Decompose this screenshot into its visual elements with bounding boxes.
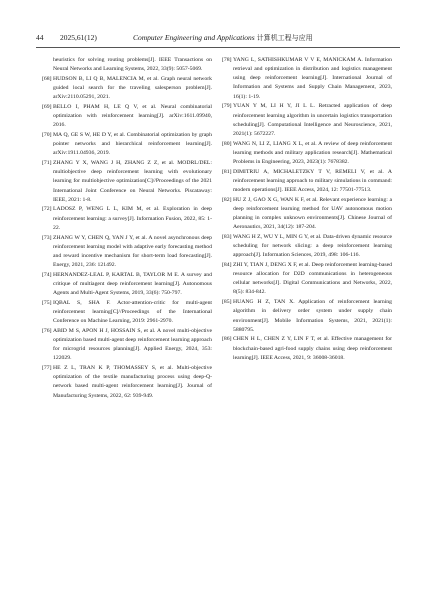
reference-number: [82]: [222, 196, 232, 203]
reference-number: [79]: [222, 103, 232, 110]
reference-entry-77: [42, 364, 212, 401]
reference-entry-86: [222, 335, 392, 362]
reference-entry-80: [222, 140, 392, 167]
reference-entry-continued: [42, 56, 212, 74]
reference-text: HUANG H Z, TAN X. Application of reinforcement learning algorithm in delivery order system under supply chain environment[J]. Mobile Information Systems, 2021, 2021(1): 5880795.: [233, 299, 392, 333]
reference-entry-73: [42, 234, 212, 271]
reference-entry-69: [42, 103, 212, 130]
left-column: [42, 56, 212, 401]
reference-text: LADOSZ P, WENG L L, KIM M, et al. Exploration in deep reinforcement learning: a survey[J]. Information Fusion, 2022, 85: 1-22.: [53, 206, 212, 231]
reference-text: IQBAL S, SHA F. Actor-attention-critic for multi-agent reinforcement learning[C]//Proceedings of the International Conference on Machine Learning, 2019: 2961-2970.: [53, 299, 212, 325]
reference-text: HERNANDEZ-LEAL P, KARTAL B, TAYLOR M E. A survey and critique of multiagent deep reinforcement learning[J]. Autonomous Agents and Multi-Agent Systems, 2019, 33(6): 750-797.: [53, 271, 212, 297]
page-number: 44: [36, 33, 44, 42]
reference-entry-82: [222, 196, 392, 233]
reference-text: ZHI Y, TIAN J, DENG X F, et al. Deep reinforcement learning-based resource allocation for D2D communications in heterogeneous cellular networks[J]. Digital Communications and Networks, 2022, 8(5): 834-842.: [233, 262, 392, 296]
reference-text: WANG H Z, WU Y L, MIN G Y, et al. Data-driven dynamic resource scheduling for network slicing: a deep reinforcement learning approach[J]. Information Sciences, 2019, 498: 106-116.: [233, 233, 392, 259]
reference-text: HE Z L, TRAN K P, THOMASSEY S, et al. Multi-objective optimization of the textile manufacturing process using deep-Q-network based multi-agent reinforcement learning[J]. Journal of Manufacturing Systems, 2022, 62: 939-949.: [53, 365, 212, 399]
reference-number: [70]: [42, 132, 52, 139]
reference-number: [74]: [42, 271, 52, 278]
reference-entry-71: [42, 159, 212, 205]
reference-number: [71]: [42, 160, 52, 167]
reference-number: [84]: [222, 262, 232, 268]
journal-title-en: Computer Engineering and Applications: [133, 33, 255, 42]
volume-issue: 2025,61(12): [60, 33, 97, 42]
reference-entry-81: [222, 168, 392, 195]
reference-entry-72: [42, 205, 212, 232]
journal-title: [133, 31, 313, 45]
reference-text: CHEN H L, CHEN Z Y, LIN F T, et al. Effective management for blockchain-based agri-food supply chains using deep reinforcement learning[J]. IEEE Access, 2021, 9: 36008-36018.: [233, 336, 392, 361]
reference-text: WANG N, LI Z, LIANG X L, et al. A review of deep reinforcement learning methods and military application research[J]. Mathematical Problems in Engineering, 2023, 2023(1): 7678382.: [233, 140, 392, 165]
reference-number: [75]: [42, 299, 52, 306]
reference-entry-70: [42, 131, 212, 158]
reference-entry-83: [222, 233, 392, 260]
reference-number: [80]: [222, 140, 232, 147]
reference-text: ZHANG Y X, WANG J H, ZHANG Z Z, et al. MODRL/DEL: multiobjective deep reinforcement learning with evolutionary learning for multiobjective optimization[C]//Proceedings of the 2021 International Joint Conference on Neural Networks. Piscataway: IEEE, 2021: 1-8.: [53, 160, 212, 203]
reference-number: [72]: [42, 206, 52, 213]
reference-number: [81]: [222, 168, 232, 175]
reference-entry-74: [42, 271, 212, 298]
reference-text: YANG L, SATHISHKUMAR V V E, MANICKAM A. Information retrieval and optimization in distribution and logistics management using deep reinforcement learning[J]. International Journal of Information and Systems and Supply Chain Management, 2023, 16(1): 1-19.: [233, 57, 392, 100]
header-rule: [36, 47, 400, 48]
right-column: [222, 56, 392, 364]
reference-entry-76: [42, 327, 212, 364]
reference-text: YUAN Y M, LI H Y, JI L L. Retracted application of deep reinforcement learning algorithm in uncertain logistics transportation scheduling[J]. Computational Intelligence and Neuroscience, 2021, 2021(1): 5672227.: [233, 103, 392, 137]
running-header: [36, 31, 400, 45]
journal-title-cn: 计算机工程与应用: [256, 34, 313, 42]
reference-text: heuristics for solving routing problems[J]. IEEE Transactions on Neural Networks and Learning Systems, 2022, 33(9): 5057-5069.: [53, 57, 212, 73]
reference-text: ABID M S, APON H J, HOSSAIN S, et al. A novel multi-objective optimization based multi-agent deep reinforcement learning approach for microgrid resources planning[J]. Applied Energy, 2024, 353: 122029.: [53, 327, 212, 362]
reference-text: BELLO I, PHAM H, LE Q V, et al. Neural combinatorial optimization with reinforcement learning[J]. arXiv:1611.09940, 2016.: [53, 103, 212, 129]
reference-number: [85]: [222, 299, 232, 306]
reference-entry-85: [222, 298, 392, 335]
reference-text: HU Z J, GAO X G, WAN K F, et al. Relevant experience learning: a deep reinforcement learning method for UAV autonomous motion planning in complex unknown environments[J]. Chinese Journal of Aeronautics, 2021, 34(12): 187-204.: [233, 196, 392, 231]
reference-entry-84: [222, 261, 392, 298]
reference-number: [69]: [42, 103, 52, 110]
reference-number: [78]: [222, 57, 232, 63]
reference-entry-75: [42, 299, 212, 326]
reference-entry-68: [42, 75, 212, 102]
reference-number: [77]: [42, 365, 52, 372]
reference-text: MA Q, GE S W, HE D Y, et al. Combinatorial optimization by graph pointer networks and hierarchical reinforcement learning[J]. arXiv:1911.04936, 2019.: [53, 132, 212, 157]
reference-number: [73]: [42, 234, 52, 241]
reference-entry-79: [222, 102, 392, 139]
reference-text: HUDSON B, LI Q B, MALENCIA M, et al. Graph neural network guided local search for the traveling salesperson problem[J]. arXiv:2110.05291, 2021.: [53, 75, 212, 101]
reference-text: ZHANG W Y, CHEN Q, YAN J Y, et al. A novel asynchronous deep reinforcement learning model with adaptive early forecasting method and reward incentive mechanism for short-term load forecasting[J]. Energy, 2021, 236: 121492.: [53, 234, 212, 268]
reference-number: [86]: [222, 336, 232, 343]
reference-number: [83]: [222, 233, 232, 240]
reference-number: [76]: [42, 327, 52, 334]
reference-text: DIMITRIU A, MICHALETZKY T V, REMELI V, et al. A reinforcement learning approach to military simulations in command: modern operations[J]. IEEE Access, 2024, 12: 77501-77513.: [233, 168, 392, 193]
reference-number: [68]: [42, 75, 52, 82]
reference-entry-78: [222, 56, 392, 102]
